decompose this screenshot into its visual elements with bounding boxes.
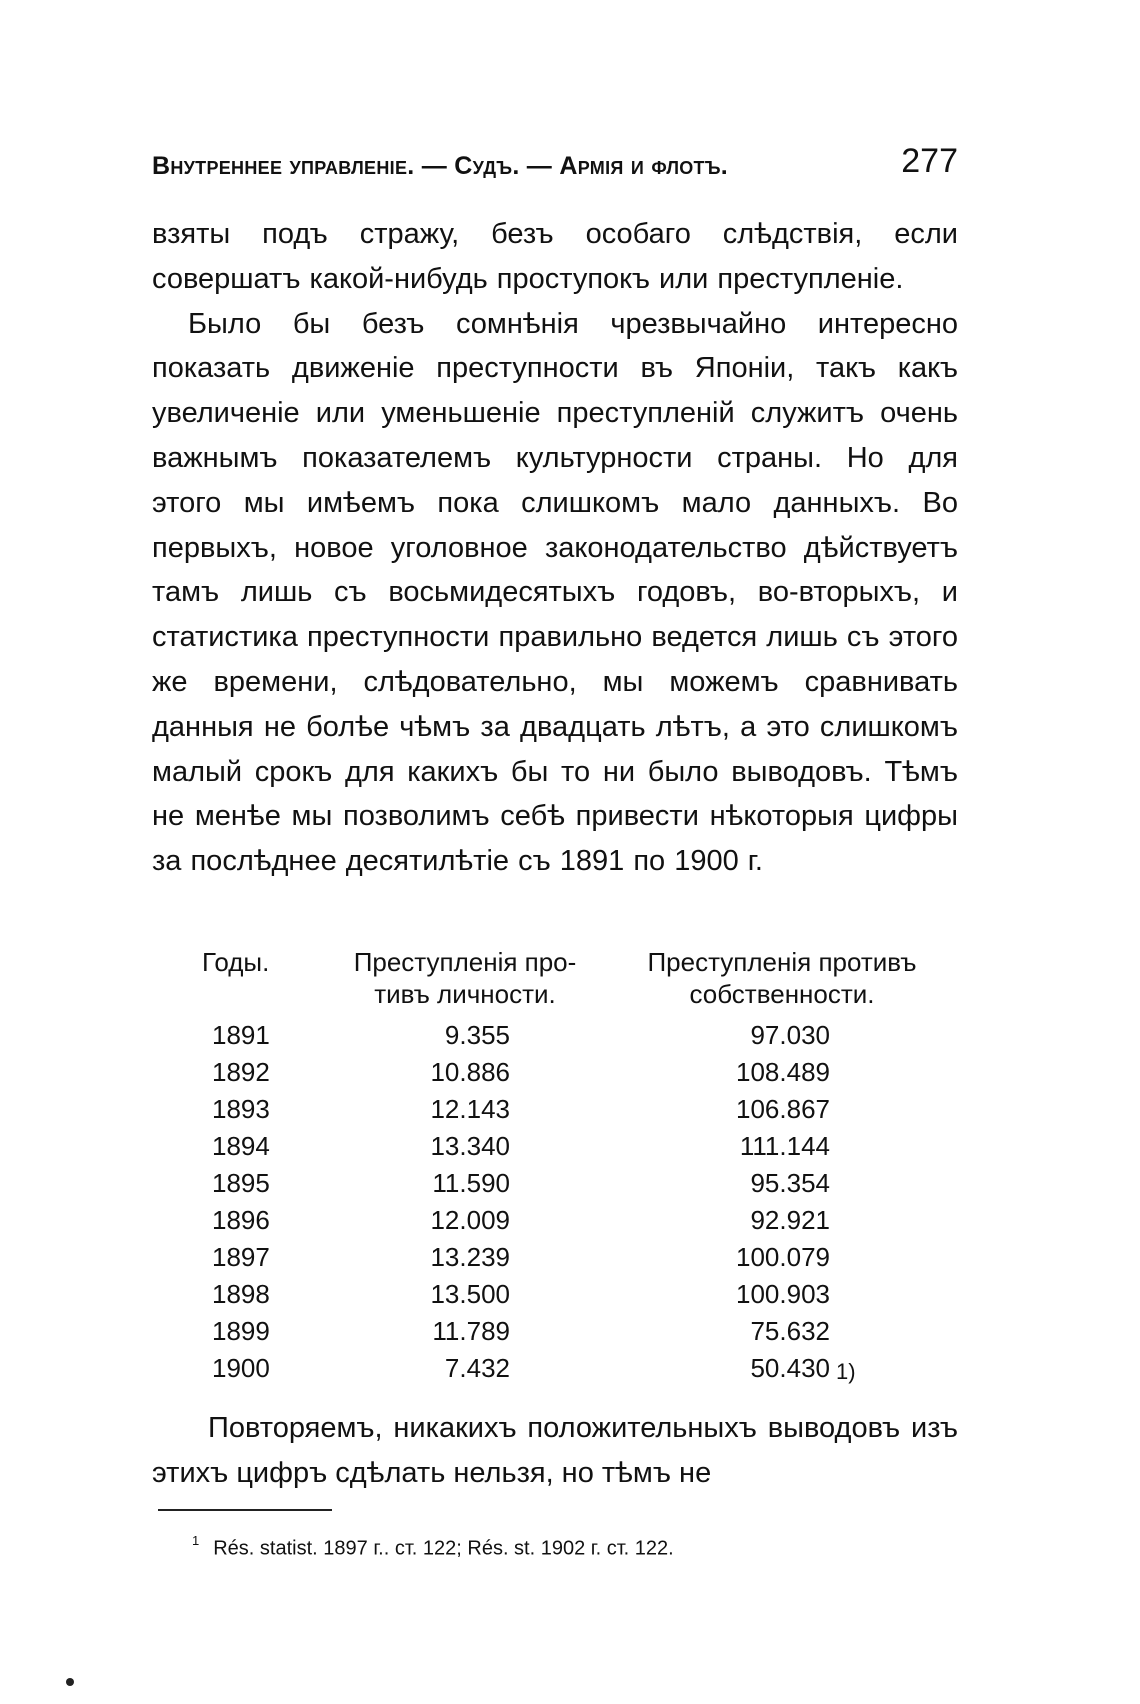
row-1891-person: 9.355 [444,1020,510,1050]
row-1899-year: 1899 [212,1316,270,1346]
row-1896-person: 12.009 [430,1205,510,1235]
row-1900-year: 1900 [212,1353,270,1383]
row-1894-person: 13.340 [430,1131,510,1161]
header-against-property-line2: собственности. [689,979,875,1009]
row-1897-person: 13.239 [430,1242,510,1272]
row-1892-person: 10.886 [430,1057,510,1087]
footnote-text: Rés. statist. 1897 г.. ст. 122; Rés. st. 1902 г. ст. 122. [213,1537,674,1560]
row-1899-person: 11.789 [432,1316,510,1346]
row-1893-person: 12.143 [430,1094,510,1124]
row-1892-property: 108.489 [736,1057,830,1087]
row-1895-property: 95.354 [750,1168,830,1198]
header-against-property [622,946,942,1010]
row-1896-property: 92.921 [750,1205,830,1235]
paragraph-conclusion: Повторяемъ, никакихъ положительныхъ выводовъ изъ этихъ цифръ сдѣлать нельзя, но тѣмъ не [152,1412,958,1489]
page-number: 277 [901,142,958,180]
row-1898-person: 13.500 [430,1279,510,1309]
row-1891-year: 1891 [212,1020,270,1050]
header-years: Годы. [202,947,270,977]
row-1898-property: 100.903 [736,1279,830,1309]
row-1895-person: 11.590 [432,1168,510,1198]
row-1897-year: 1897 [212,1242,270,1272]
running-head-title: Внутреннее управленіе. — Судъ. — Армія и флотъ. [152,152,729,180]
footnote-ref-1[interactable]: 1) [836,1359,856,1384]
row-1895-year: 1895 [212,1168,270,1198]
row-1893-property: 106.867 [736,1094,830,1124]
header-against-person-line1: Преступленія про- [353,947,577,977]
row-1894-property: 111.144 [739,1131,830,1161]
row-1900-footnote-ref[interactable] [836,1353,896,1387]
paragraph-crime-stats: Было бы безъ сомнѣнія чрезвычайно интересно показать движеніе преступности въ Японіи, такъ какъ увеличеніе или уменьшеніе преступленій служитъ очень важнымъ показателемъ культурности страны. Но для этого мы имѣемъ пока слишкомъ мало данныхъ. Во первыхъ, новое уголовное законодательство дѣйствуетъ тамъ лишь съ восьмидесятыхъ годовъ, во-вторыхъ, и статистика преступности правильно ведется лишь съ этого же времени, слѣдовательно, мы можемъ сравнивать данныя не болѣе чѣмъ за двадцать лѣтъ, а это слишкомъ малый срокъ для какихъ бы то ни было выводовъ. Тѣмъ не менѣе мы позволимъ себѣ привести нѣкоторыя цифры за послѣднее десятилѣтіе съ 1891 по 1900 г. [152,307,958,878]
row-1900-property: 50.430 [750,1353,830,1383]
row-1896-year: 1896 [212,1205,270,1235]
row-1891-property: 97.030 [750,1020,830,1050]
header-against-person [330,946,600,1010]
body-text [152,212,958,884]
row-1894-year: 1894 [212,1131,270,1161]
header-against-person-line2: тивъ личности. [374,979,556,1009]
running-header [152,142,958,192]
row-1897-property: 100.079 [736,1242,830,1272]
row-1892-year: 1892 [212,1057,270,1087]
paragraph-continued: взяты подъ стражу, безъ особаго слѣдствія, если совершатъ какой-нибудь проступокъ или преступленіе. [152,218,958,295]
row-1893-year: 1893 [212,1094,270,1124]
footnote-marker: 1 [192,1533,200,1548]
header-against-property-line1: Преступленія противъ [647,947,917,977]
footnote-rule [158,1509,332,1511]
footnote [192,1530,674,1562]
row-1900-person: 7.432 [444,1353,510,1383]
row-1899-property: 75.632 [750,1316,830,1346]
print-speck [66,1678,74,1686]
row-1898-year: 1898 [212,1279,270,1309]
